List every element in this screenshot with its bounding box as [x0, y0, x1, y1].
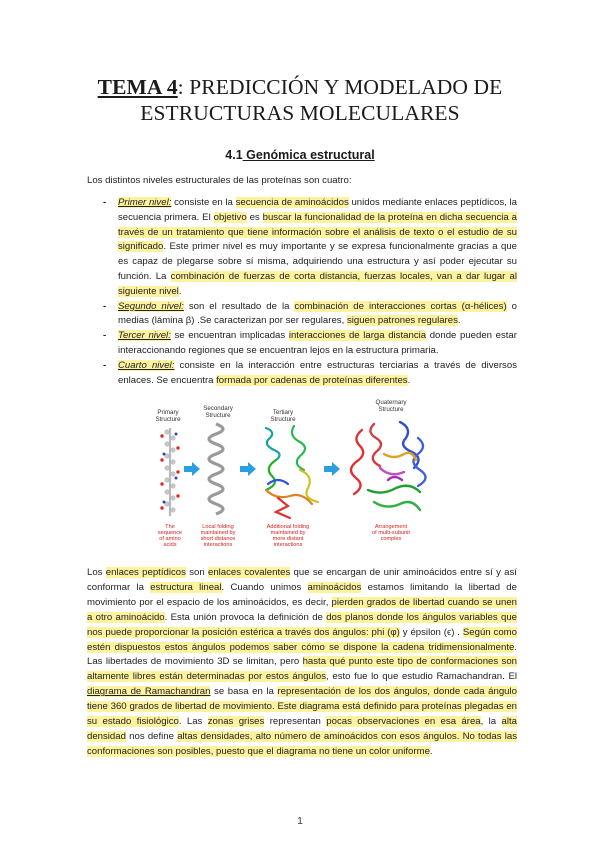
- highlight-run: Según como estén dispuestos estos ángulos podemos saber cómo se dispone la cadena tridimensionalmente: [87, 626, 517, 653]
- highlight-run: hasta qué punto este tipo de conformaciones son altamente libres están determinadas por estos ángulos: [87, 656, 517, 683]
- section-number: 4.1: [225, 148, 243, 162]
- text-run: . Las: [178, 716, 208, 728]
- text-run: estamos limitando la libertad de movimiento por el espacio de los aminoácidos, es decir,: [87, 581, 517, 608]
- text-run: es: [246, 211, 263, 223]
- caption-secondary-line: Local folding: [202, 524, 234, 530]
- highlight-run: aminoácidos: [307, 581, 362, 593]
- highlight-run: formada por cadenas de proteínas diferentes: [216, 374, 408, 386]
- highlight-run: siguen patrones regulares: [346, 315, 458, 327]
- bullet-label: Cuarto nivel:: [118, 359, 175, 371]
- label-primary-2: Structure: [155, 416, 181, 423]
- arrow-icon: [240, 462, 256, 476]
- text-run: y épsilon (ϵ) .: [399, 626, 463, 638]
- label-secondary-2: Structure: [205, 412, 231, 419]
- bullet-label: Segundo nivel:: [118, 300, 184, 312]
- bullet-dash: -: [103, 330, 107, 342]
- structure-levels-list: [103, 196, 518, 388]
- bullet-label: Tercer nivel:: [118, 330, 171, 342]
- highlight-run: zonas grises: [207, 716, 265, 728]
- caption-secondary-line: maintained by: [200, 530, 236, 536]
- bullet-label: Primer nivel:: [118, 197, 172, 208]
- text-run: .: [429, 745, 433, 757]
- text-run: . Esta unión provoca la definición de: [164, 611, 327, 623]
- primary-structure-chain: [160, 428, 179, 516]
- label-primary-1: Primary: [157, 409, 179, 416]
- text-run: o medias (lámina β) .Se caracterizan por ser regulares,: [118, 300, 517, 327]
- caption-primary-line: The: [165, 524, 175, 530]
- intro-text: Los distintos niveles estructurales de las proteínas son cuatro:: [87, 175, 352, 186]
- title-label: TEMA 4: [97, 75, 178, 99]
- title-line1: PREDICCIÓN Y MODELADO DE: [183, 75, 503, 99]
- list-item-tertiary: [103, 329, 517, 359]
- text-run: unidos mediante enlaces peptídicos, la secuencia primera. El: [118, 197, 518, 223]
- caption-tertiary-line: more distant: [272, 536, 304, 542]
- caption-quaternary-line: of multi-subunit: [372, 530, 410, 536]
- highlight-run: interacciones de larga distancia: [288, 330, 427, 342]
- protein-structure-figure: [148, 398, 448, 550]
- bullet-dash: -: [103, 197, 107, 208]
- text-run: .: [407, 374, 411, 386]
- caption-secondary-line: interactions: [203, 542, 233, 548]
- text-run: nos define: [125, 730, 178, 742]
- text-run: donde pueden estar interaccionando regiones que se encuentran lejos en la estructura primaria.: [118, 330, 517, 356]
- label-quaternary-1: Quaternary: [375, 399, 407, 406]
- caption-tertiary-line: maintained by: [270, 530, 306, 536]
- text-run: .: [178, 285, 182, 297]
- text-run: . Cuando unimos: [221, 581, 308, 593]
- highlight-run: enlaces covalentes: [208, 567, 291, 578]
- highlight-run: objetivo: [213, 211, 247, 223]
- highlight-run: estructura lineal: [150, 581, 222, 593]
- text-run: se encuentran implicadas: [170, 330, 289, 342]
- highlight-run: enlaces peptídicos: [105, 567, 186, 578]
- caption-primary-line: of amino: [159, 536, 181, 542]
- text-run: son: [185, 567, 208, 578]
- highlight-run: representación de los dos ángulos, donde cada ángulo tiene 360 grados de libertad de movimiento. Este diagrama está definido para proteínas plegadas en su estado fisiológico: [87, 686, 517, 728]
- text-run: son el resultado de la: [183, 300, 295, 312]
- text-run: que se encargan de unir aminoácidos entre sí y así conformar la: [87, 567, 517, 593]
- highlight-run: pocas observaciones en esa área: [326, 716, 481, 728]
- text-run: . Las libertades de movimiento 3D se limitan, pero: [87, 641, 517, 668]
- quaternary-structure-complex: [351, 422, 426, 510]
- highlight-run: altas densidades, alto número de aminoácidos con esos ángulos. No todas las conformaciones son posibles, puesto que el diagrama no tiene un color uniforme: [87, 730, 517, 757]
- page-title: [60, 74, 540, 126]
- list-item-quaternary: [103, 359, 517, 389]
- highlight-run: combinación de fuerzas de corta distancia, fuerzas locales, van a dar lugar al siguiente nivel: [118, 270, 518, 297]
- caption-quaternary-line: complex: [380, 536, 402, 542]
- section-title: Genómica estructural: [242, 148, 375, 162]
- label-tertiary-2: Structure: [270, 416, 296, 423]
- text-run: se basa en la: [210, 686, 278, 698]
- caption-quaternary-line: Arrangement: [374, 524, 408, 530]
- highlight-run: buscar la funcionalidad de la proteína en dicha secuencia a través de un tratamiento que tiene información sobre el análisis de texto o el estudio de su significado: [118, 211, 517, 253]
- highlight-run: alta densidad: [87, 716, 517, 742]
- page-number: 1: [297, 816, 303, 827]
- caption-secondary-line: short distance: [200, 536, 236, 542]
- list-item-primary: [103, 196, 518, 300]
- secondary-structure-helix: [209, 424, 223, 514]
- caption-tertiary-line: Additional folding: [266, 524, 310, 530]
- bullet-dash: -: [103, 359, 107, 371]
- highlight-run: combinación de interacciones cortas (α-hélices): [294, 300, 507, 312]
- label-secondary-1: Secondary: [203, 405, 233, 412]
- arrow-icon: [184, 462, 200, 476]
- highlight-run: pierden grados de libertad cuando se unen a otro aminoácido: [87, 596, 517, 623]
- section-heading: [0, 148, 600, 162]
- text-run: , esto fue lo que estudio Ramachandran. El: [326, 671, 517, 683]
- caption-primary-line: sequence: [157, 530, 183, 536]
- text-run: consiste en la: [171, 197, 236, 208]
- peptide-bonds-paragraph: [87, 566, 517, 760]
- highlight-run: secuencia de aminoácidos: [235, 197, 349, 208]
- title-line2: ESTRUCTURAS MOLECULARES: [140, 101, 460, 125]
- arrows: [184, 462, 340, 476]
- text-run: representan: [264, 716, 327, 728]
- label-tertiary-1: Tertiary: [272, 409, 294, 416]
- text-run: consiste en la interacción entre estructuras terciarias a través de diversos enlaces. Se encuentra: [118, 359, 517, 386]
- text-run: .: [457, 315, 461, 327]
- arrow-icon: [324, 462, 340, 476]
- tertiary-structure-fold: [266, 426, 318, 518]
- text-run: . Este primer nivel es muy importante y se expresa funcionalmente gracias a que es capaz de plegarse sobre sí misma, adquiriendo una estructura y así poder ejecutar su función. La: [118, 241, 517, 282]
- title-colon: :: [177, 75, 184, 99]
- bullet-dash: -: [103, 300, 107, 312]
- highlight-run: diagrama de Ramachandran: [87, 686, 211, 698]
- text-run: , la: [480, 716, 502, 728]
- caption-primary-line: acids: [163, 542, 177, 548]
- text-run: Los: [87, 567, 106, 578]
- label-quaternary-2: Structure: [378, 406, 404, 413]
- caption-tertiary-line: interactions: [273, 542, 303, 548]
- list-item-secondary: [103, 300, 517, 330]
- highlight-run: dos planos donde los ángulos variables que nos puede proporcionar la posición estérica a través dos ángulos: phi (φ): [87, 611, 517, 638]
